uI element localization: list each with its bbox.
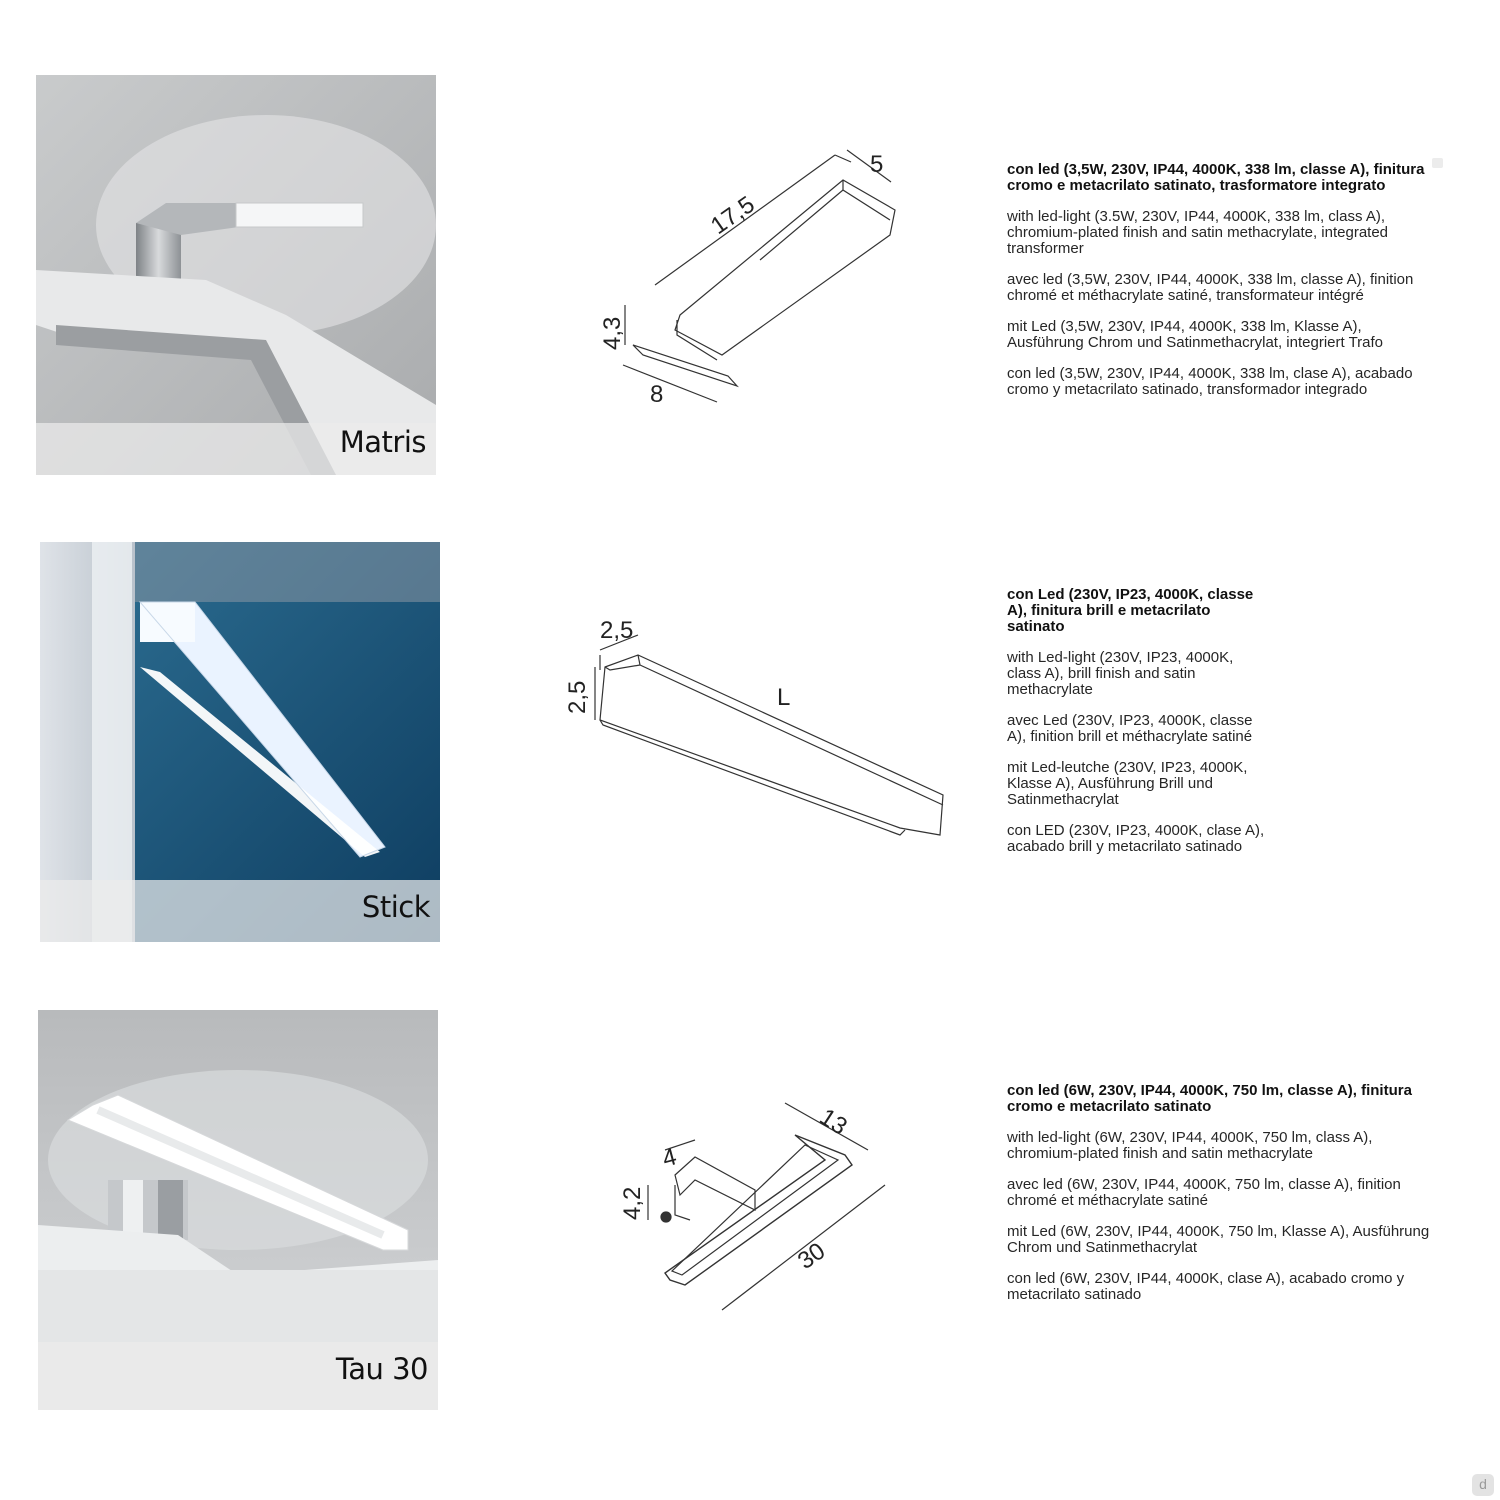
tau30-desc-it: con led (6W, 230V, IP44, 4000K, 750 lm, classe A), finitura cromo e metacrilato satinato (1007, 1082, 1412, 1115)
tau30-photo (38, 1010, 438, 1410)
tau30-desc-fr: avec led (6W, 230V, IP44, 4000K, 750 lm, classe A), finition chromé et méthacrylate satiné (1007, 1176, 1401, 1209)
stick-name-label: Stick (361, 890, 430, 924)
stick-desc-de: mit Led-leutche (230V, IP23, 4000K, Klasse A), Ausführung Brill und Satinmethacrylat (1007, 759, 1248, 808)
matris-dim-depth: 5 (870, 151, 884, 178)
matris-desc-de: mit Led (3,5W, 230V, IP44, 4000K, 338 lm, Klasse A), Ausführung Chrom und Satinmethacrylat, integriert Trafo (1007, 318, 1384, 351)
matris-photo-illustration (36, 75, 436, 475)
matris-desc-fr: avec led (3,5W, 230V, IP44, 4000K, 338 lm, classe A), finition chromé et méthacrylate satiné, transformateur intégré (1007, 271, 1414, 304)
matris-desc-en: with led-light (3.5W, 230V, IP44, 4000K, 338 lm, class A), chromium-plated finish and satin methacrylate, integrated transformer (1007, 208, 1389, 257)
matris-dim-height: 4,3 (599, 316, 626, 350)
tau30-desc-de: mit Led (6W, 230V, IP44, 4000K, 750 lm, Klasse A), Ausführung Chrom und Satinmethacrylat (1007, 1223, 1430, 1256)
tau30-desc-en: with led-light (6W, 230V, IP44, 4000K, 750 lm, class A), chromium-plated finish and satin methacrylate (1007, 1129, 1373, 1162)
stick-dim-height: 2,5 (564, 680, 591, 714)
tau30-dim-length: 30 (792, 1237, 831, 1275)
matris-dim-base: 8 (650, 381, 664, 408)
stick-desc-en: with Led-light (230V, IP23, 4000K, class A), brill finish and satin methacrylate (1007, 649, 1234, 698)
stick-description (1007, 587, 1269, 870)
matris-dim-length: 17,5 (705, 191, 760, 240)
matris-description (1007, 162, 1439, 413)
tau30-description (1007, 1083, 1439, 1318)
matris-drawing (585, 140, 915, 420)
stick-desc-fr: avec Led (230V, IP23, 4000K, classe A), finition brill et méthacrylate satiné (1007, 712, 1253, 745)
stick-desc-es: con LED (230V, IP23, 4000K, clase A), acabado brill y metacrilato satinado (1007, 822, 1265, 855)
tau30-desc-es: con led (6W, 230V, IP44, 4000K, clase A), acabado cromo y metacrilato satinado (1007, 1270, 1405, 1303)
corner-dot (1432, 158, 1443, 168)
stick-dim-width: 2,5 (600, 617, 634, 644)
tau30-dim-depth: 13 (814, 1103, 852, 1141)
tau30-name-label: Tau 30 (335, 1352, 428, 1386)
stick-photo (40, 542, 440, 942)
matris-desc-it: con led (3,5W, 230V, IP44, 4000K, 338 lm, classe A), finitura cromo e metacrilato satinato, trasformatore integrato (1007, 161, 1425, 194)
stick-dim-length: L (777, 684, 791, 711)
matris-desc-es: con led (3,5W, 230V, IP44, 4000K, 338 lm, clase A), acabado cromo y metacrilato satinado, transformador integrado (1007, 365, 1413, 398)
matris-name-label: Matris (339, 425, 426, 459)
tau30-dim-height: 4,2 (619, 1186, 646, 1220)
stick-drawing (555, 610, 955, 850)
tau30-dim-arm: 4 (659, 1143, 680, 1173)
stick-desc-it: con Led (230V, IP23, 4000K, classe A), finitura brill e metacrilato satinato (1007, 586, 1254, 635)
matris-photo (36, 75, 436, 475)
tau30-drawing (610, 1095, 900, 1320)
corner-logo-badge: d (1472, 1474, 1494, 1496)
